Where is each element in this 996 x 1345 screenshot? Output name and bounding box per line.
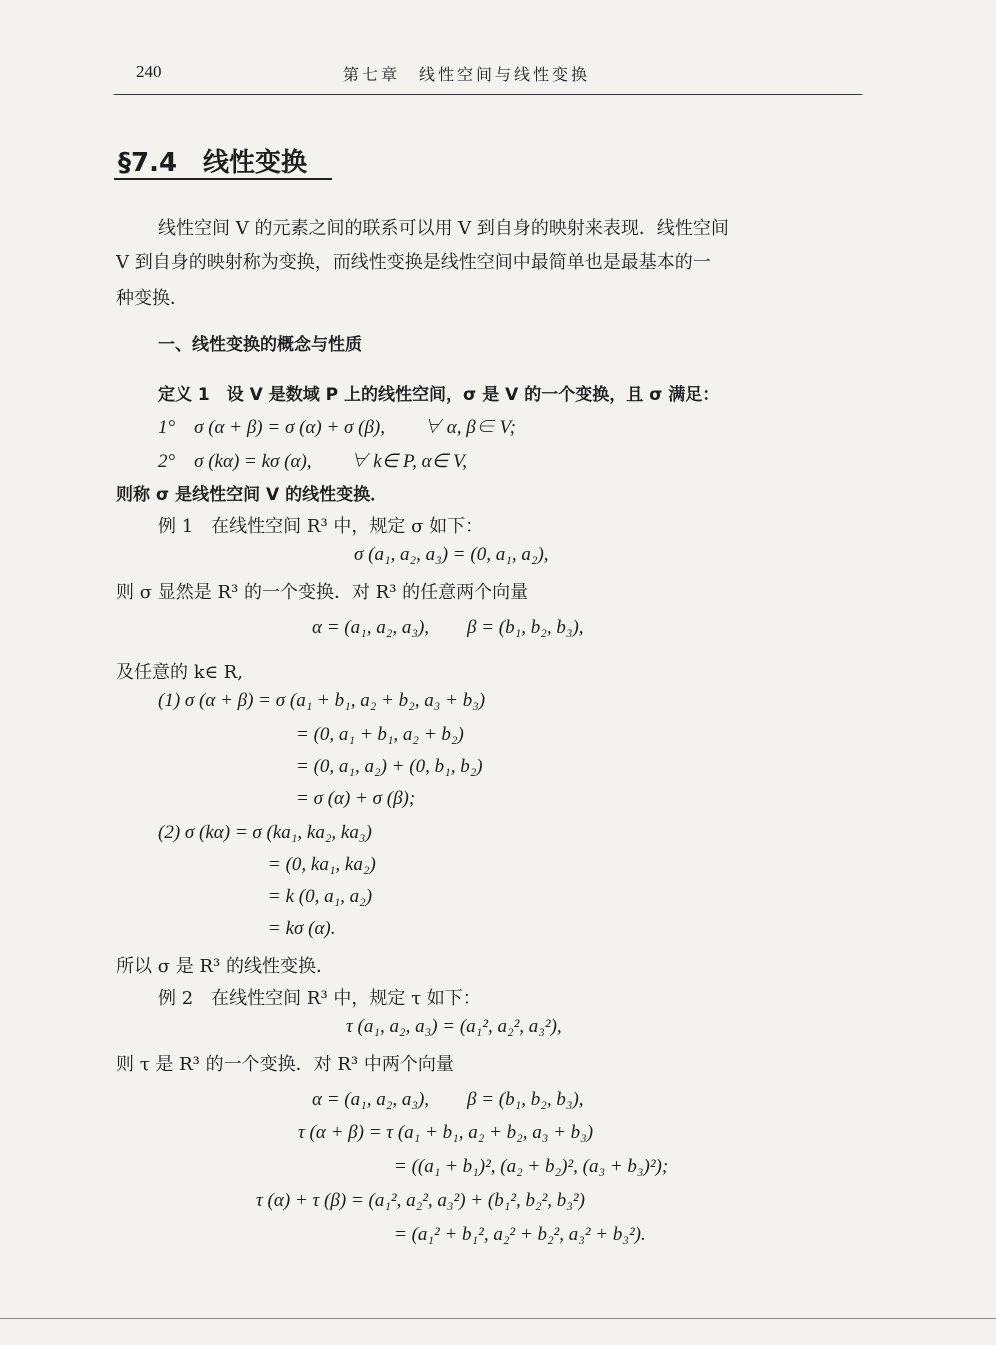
example1-part1-line1: (1) σ (α + β) = σ (a₁ + b₁, a₂ + b₂, a₃ + b₃) <box>158 690 486 711</box>
example1-conclusion: 所以 σ 是 R³ 的线性变换． <box>116 956 334 977</box>
intro-line-2: V 到自身的映射称为变换，而线性变换是线性空间中最简单也是最基本的一 <box>116 252 711 273</box>
running-header: 第七章 线性空间与线性变换 <box>343 65 591 84</box>
example1-vectors: α = (a₁, a₂, a₃), β = (b₁, b₂, b₃), <box>312 617 584 638</box>
page-number: 240 <box>136 62 162 81</box>
header-rule <box>114 94 862 95</box>
example1-definition: σ (a₁, a₂, a₃) = (0, a₁, a₂), <box>354 544 549 565</box>
example1-text-2: 及任意的 k∈ R, <box>116 662 243 683</box>
example2-calc1-line1: τ (α + β) = τ (a₁ + b₁, a₂ + b₂, a₃ + b₃) <box>298 1122 594 1143</box>
intro-line-3: 种变换． <box>116 288 188 309</box>
scan-edge <box>0 1318 996 1319</box>
example1-part2-line3: = k (0, a₁, a₂) <box>268 886 373 907</box>
example1-part2-line2: = (0, ka₁, ka₂) <box>268 854 376 875</box>
definition-condition-1: 1° σ (α + β) = σ (α) + σ (β), ∀ α, β∈ V; <box>158 417 516 438</box>
example1-part1-line3: = (0, a₁, a₂) + (0, b₁, b₂) <box>296 756 483 777</box>
definition-head: 定义 1 设 V 是数域 P 上的线性空间，σ 是 V 的一个变换，且 σ 满足： <box>158 385 720 405</box>
example1-head: 例 1 在线性空间 R³ 中，规定 σ 如下： <box>158 516 484 537</box>
section-title: §7.4 线性变换 <box>118 148 308 178</box>
example1-part1-line2: = (0, a₁ + b₁, a₂ + b₂) <box>296 724 464 745</box>
example2-text-1: 则 τ 是 R³ 的一个变换．对 R³ 中两个向量 <box>116 1054 454 1075</box>
example1-part1-line4: = σ (α) + σ (β); <box>296 788 416 809</box>
example2-calc2-line2: = (a₁² + b₁², a₂² + b₂², a₃² + b₃²). <box>394 1224 646 1245</box>
example1-part2-line4: = kσ (α). <box>268 918 336 939</box>
example1-part2-line1: (2) σ (kα) = σ (ka₁, ka₂, ka₃) <box>158 822 372 843</box>
example2-definition: τ (a₁, a₂, a₃) = (a₁², a₂², a₃²), <box>346 1016 562 1037</box>
example2-head: 例 2 在线性空间 R³ 中，规定 τ 如下： <box>158 988 481 1009</box>
example2-calc1-line2: = ((a₁ + b₁)², (a₂ + b₂)², (a₃ + b₃)²); <box>394 1156 669 1177</box>
definition-conclusion: 则称 σ 是线性空间 V 的线性变换． <box>116 485 388 505</box>
example2-calc2-line1: τ (α) + τ (β) = (a₁², a₂², a₃²) + (b₁², b₂², b₃²) <box>256 1190 585 1211</box>
example1-text-1: 则 σ 显然是 R³ 的一个变换．对 R³ 的任意两个向量 <box>116 582 529 603</box>
section-title-underline <box>114 178 332 180</box>
subsection-title: 一、线性变换的概念与性质 <box>158 335 362 355</box>
definition-condition-2: 2° σ (kα) = kσ (α), ∀ k∈ P, α∈ V, <box>158 451 467 472</box>
example2-vectors: α = (a₁, a₂, a₃), β = (b₁, b₂, b₃), <box>312 1089 584 1110</box>
intro-line-1: 线性空间 V 的元素之间的联系可以用 V 到自身的映射来表现．线性空间 <box>158 218 729 239</box>
